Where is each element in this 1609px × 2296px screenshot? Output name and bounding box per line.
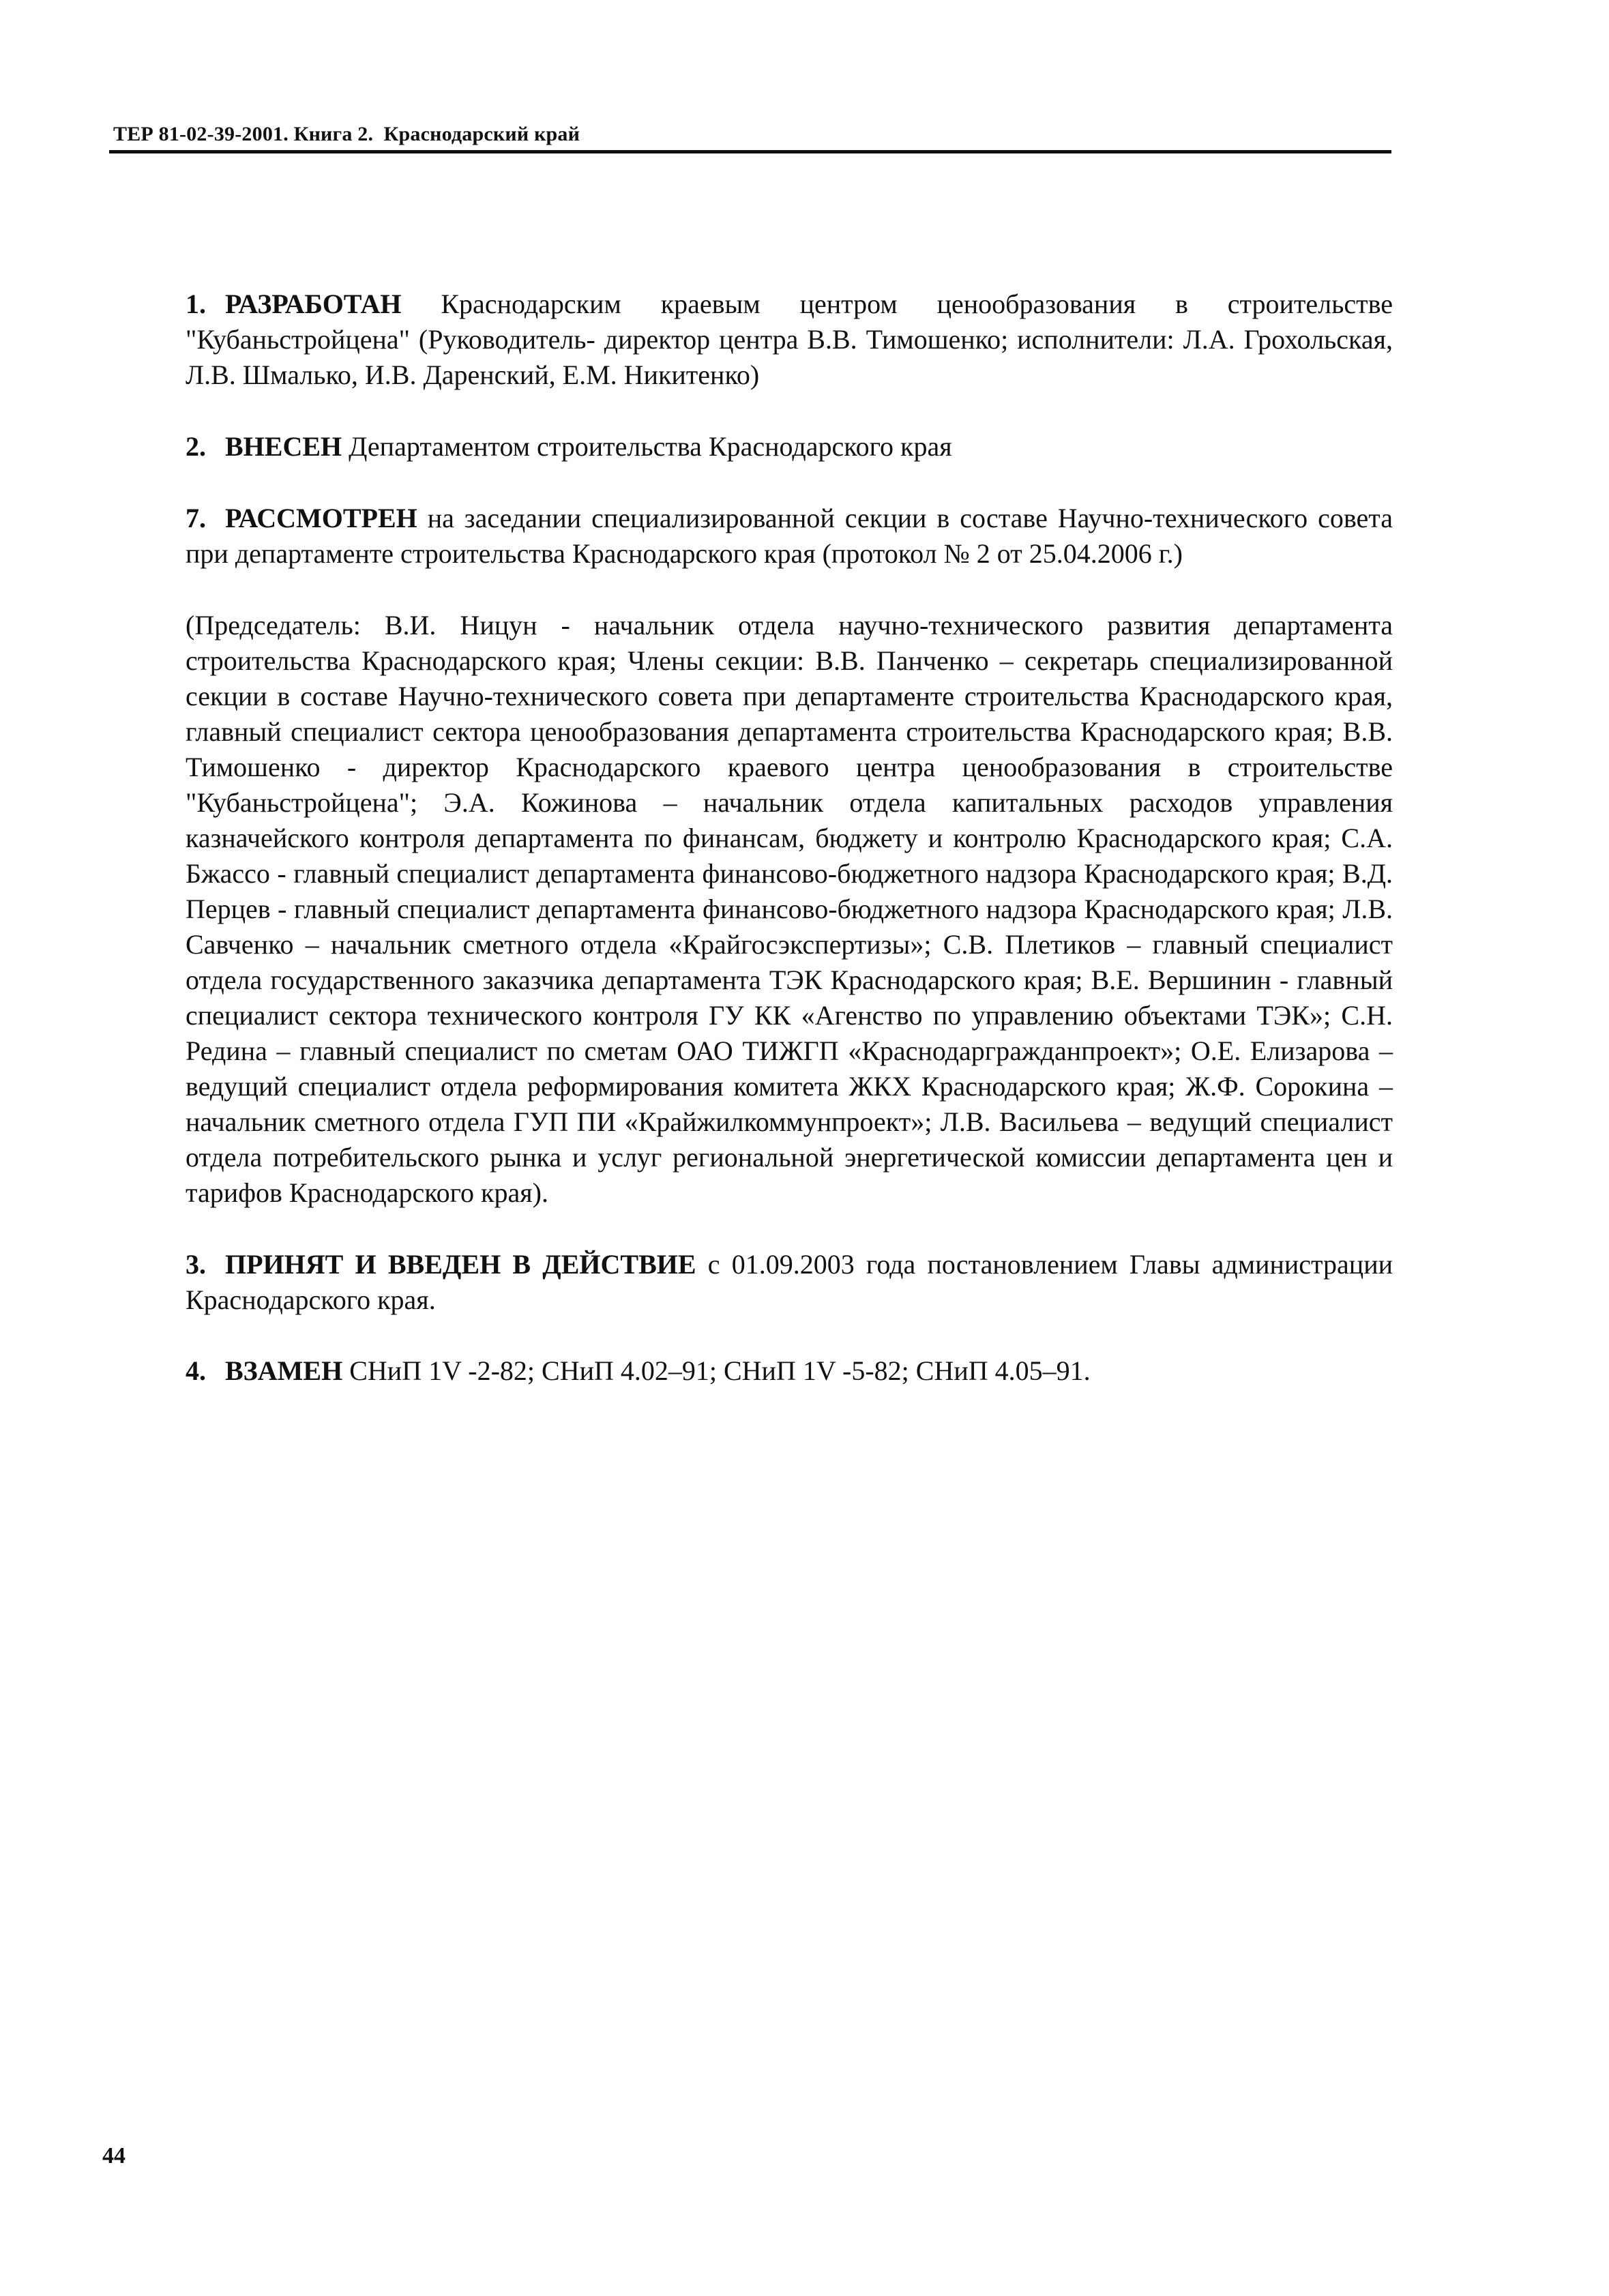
section-text: на заседании специализированной секции в составе Научно-технического совета при департаменте строительства Краснодарского края (протокол № 2 от 25.04.2006 г.) — [186, 503, 1393, 569]
section-number: 3. — [186, 1249, 206, 1280]
section-number: 4. — [186, 1355, 206, 1386]
section-keyword: ПРИНЯТ И ВВЕДЕН В ДЕЙСТВИЕ — [225, 1249, 696, 1280]
section-keyword: ВНЕСЕН — [225, 431, 342, 462]
section-developed — [186, 286, 1393, 393]
section-replaces — [186, 1353, 1393, 1389]
section-keyword: РАССМОТРЕН — [225, 503, 417, 533]
page-number: 44 — [102, 2143, 126, 2168]
section-number: 1. — [186, 289, 206, 319]
section-keyword: РАЗРАБОТАН — [225, 289, 402, 319]
section-number: 7. — [186, 503, 206, 533]
document-body — [186, 286, 1393, 1425]
section-keyword: ВЗАМЕН — [225, 1355, 343, 1386]
members-paragraph: (Председатель: В.И. Ницун - начальник отдела научно-технического развития департамента строительства Краснодарского края; Члены секции: В.В. Панченко – секретарь специализированной секции в составе Научно-технического совета при департаменте строительства Краснодарского края, главный специалист сектора ценообразования департамента строительства Краснодарского края; В.В. Тимошенко - директор Краснодарского краевого центра ценообразования в строительстве "Кубаньстройцена"; Э.А. Кожинова – начальник отдела капитальных расходов управления казначейского контроля департамента по финансам, бюджету и контролю Краснодарского края; С.А. Бжассо - главный специалист департамента финансово-бюджетного надзора Краснодарского края; В.Д. Перцев - главный специалист департамента финансово-бюджетного надзора Краснодарского края; Л.В. Савченко – начальник сметного отдела «Крайгосэкспертизы»; С.В. Плетиков – главный специалист отдела государственного заказчика департамента ТЭК Краснодарского края; В.Е. Вершинин - главный специалист сектора технического контроля ГУ КК «Агенство по управлению объектами ТЭК»; С.Н. Редина – главный специалист по сметам ОАО ТИЖГП «Краснодаргражданпроект»; О.Е. Елизарова – ведущий специалист отдела реформирования комитета ЖКХ Краснодарского края; Ж.Ф. Сорокина – начальник сметного отдела ГУП ПИ «Крайжилкоммунпроект»; Л.В. Васильева – ведущий специалист отдела потребительского рынка и услуг региональной энергетической комиссии департамента цен и тарифов Краснодарского края). — [186, 610, 1393, 1208]
section-text: Департаментом строительства Краснодарского края — [342, 431, 952, 462]
page-header — [109, 116, 1391, 153]
header-text: ТЕР 81-02-39-2001. Книга 2. Краснодарский край — [113, 123, 580, 145]
section-reviewed — [186, 501, 1393, 572]
section-number: 2. — [186, 431, 206, 462]
section-text: с 01.09.2003 года постановлением Главы администрации Краснодарского края. — [186, 1249, 1393, 1315]
section-adopted — [186, 1247, 1393, 1318]
section-text: Краснодарским краевым центром ценообразования в строительстве "Кубаньстройцена" (Руководитель- директор центра В.В. Тимошенко; исполнители: Л.А. Грохольская, Л.В. Шмалько, И.В. Даренский, Е.М. Никитенко) — [186, 289, 1393, 390]
section-introduced — [186, 429, 1393, 465]
section-text: СНиП 1V -2-82; СНиП 4.02–91; СНиП 1V -5-82; СНиП 4.05–91. — [342, 1355, 1091, 1386]
